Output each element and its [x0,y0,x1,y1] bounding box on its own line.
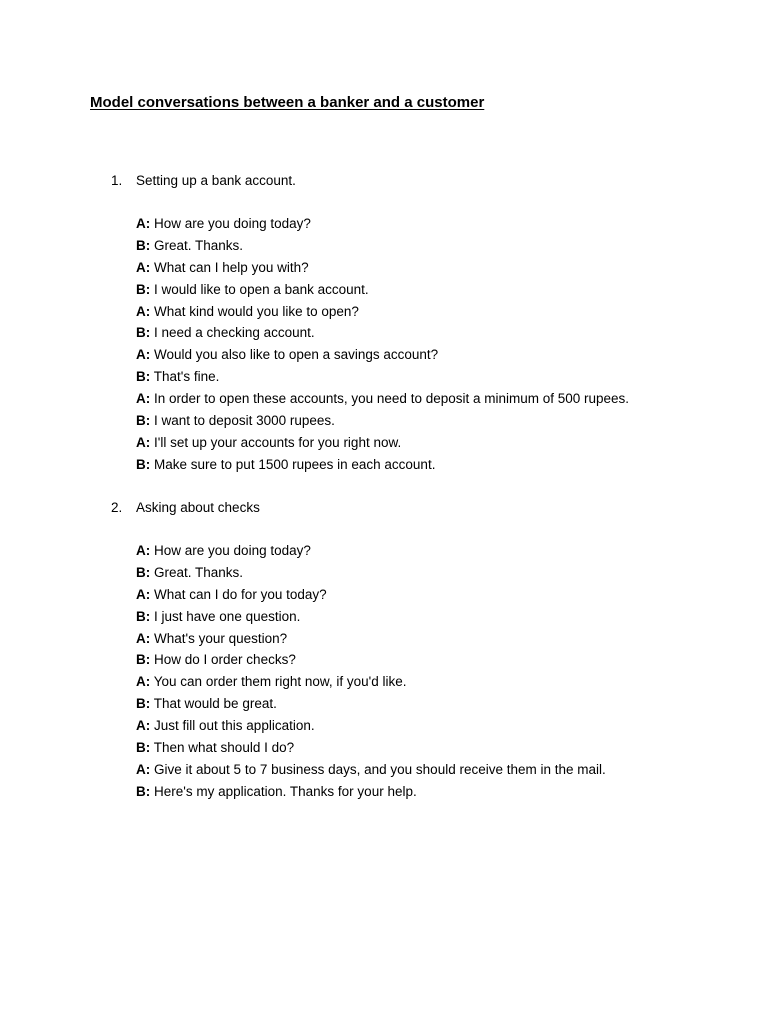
speaker-label: A: [136,674,151,690]
dialogue-text: That's fine. [153,369,220,385]
speaker-label: B: [136,413,151,429]
speaker-label: A: [136,434,151,450]
dialogue-text: Make sure to put 1500 rupees in each account. [154,456,436,472]
dialogue-text: How are you doing today? [154,543,311,558]
dialogue-line [136,759,768,781]
dialogue-text: I'll set up your accounts for you right now. [154,434,402,450]
dialogue-text: Would you also like to open a savings account? [154,347,439,363]
dialogue-list [0,213,768,476]
dialogue-line [136,606,768,628]
dialogue-line [136,213,768,235]
dialogue-line [136,737,768,759]
dialogue-text: What can I do for you today? [154,586,327,602]
dialogue-line [136,693,768,715]
speaker-label: A: [136,391,151,407]
speaker-label: A: [136,630,151,646]
dialogue-line [136,781,768,803]
section-number: 2. [111,500,123,515]
speaker-label: B: [136,564,151,580]
dialogue-line [136,715,768,737]
speaker-label: A: [136,543,151,558]
speaker-label: A: [136,216,151,231]
dialogue-line [136,257,768,279]
dialogue-line [136,344,768,366]
speaker-label: B: [136,281,151,297]
speaker-label: B: [136,652,151,668]
dialogue-text: How are you doing today? [154,216,311,231]
dialogue-line [136,540,768,562]
speaker-label: B: [136,740,151,756]
speaker-label: A: [136,347,151,363]
speaker-label: A: [136,718,151,734]
dialogue-text: You can order them right now, if you'd like. [153,674,407,690]
dialogue-text: Great. Thanks. [154,564,244,580]
dialogue-line [136,562,768,584]
section-heading [0,497,768,519]
dialogue-line [136,649,768,671]
dialogue-text: Great. Thanks. [154,237,244,253]
dialogue-text: I would like to open a bank account. [154,281,369,297]
speaker-label: B: [136,325,151,341]
section-number: 1. [111,173,123,188]
dialogue-text: In order to open these accounts, you need to deposit a minimum of 500 rupees. [154,391,630,407]
dialogue-line [136,410,768,432]
dialogue-line [136,322,768,344]
speaker-label: B: [136,608,151,624]
dialogue-text: Give it about 5 to 7 business days, and you should receive them in the mail. [154,761,606,777]
speaker-label: B: [136,696,151,712]
dialogue-text: Then what should I do? [153,740,295,756]
dialogue-line [136,366,768,388]
speaker-label: A: [136,586,151,602]
section-heading [0,170,768,192]
dialogue-text: I need a checking account. [154,325,315,341]
speaker-label: B: [136,456,151,472]
dialogue-line [136,301,768,323]
dialogue-list [0,540,768,803]
speaker-label: B: [136,783,151,799]
dialogue-line [136,454,768,476]
dialogue-line [136,628,768,650]
dialogue-line [136,388,768,410]
dialogue-line [136,279,768,301]
dialogue-text: I just have one question. [154,608,301,624]
dialogue-text: That would be great. [153,696,277,712]
dialogue-text: What can I help you with? [154,259,309,275]
dialogue-text: Just fill out this application. [154,718,315,734]
dialogue-line [136,432,768,454]
section-title: Setting up a bank account. [136,173,296,188]
speaker-label: B: [136,237,151,253]
dialogue-text: I want to deposit 3000 rupees. [154,413,335,429]
dialogue-line [136,584,768,606]
section-title: Asking about checks [136,500,260,515]
dialogue-text: How do I order checks? [154,652,296,668]
speaker-label: A: [136,761,151,777]
dialogue-text: What's your question? [154,630,288,646]
conversation-section-2 [0,497,768,803]
dialogue-line [136,235,768,257]
dialogue-line [136,671,768,693]
speaker-label: A: [136,303,151,319]
conversation-section-1 [0,170,768,476]
speaker-label: B: [136,369,151,385]
speaker-label: A: [136,259,151,275]
document-title: Model conversations between a banker and a customer [90,94,485,111]
dialogue-text: What kind would you like to open? [154,303,359,319]
dialogue-text: Here's my application. Thanks for your help. [154,783,417,799]
